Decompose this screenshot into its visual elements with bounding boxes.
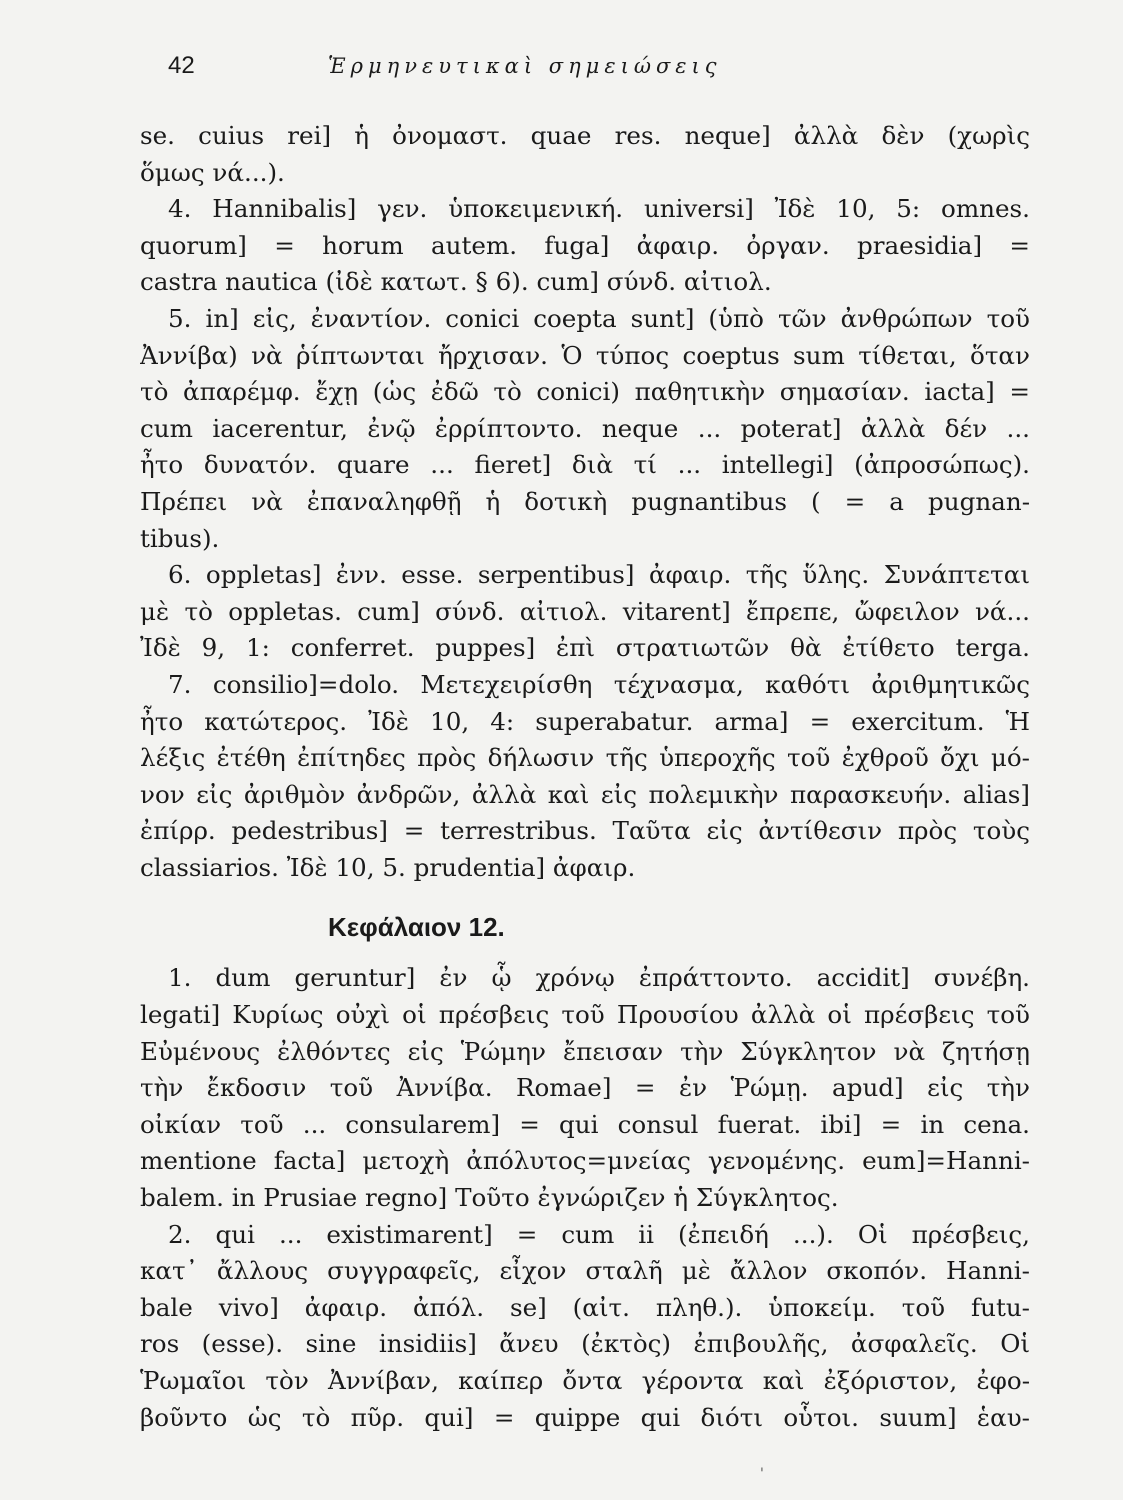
text-line: 7. consilio]=dolo. Μετεχειρίσθη τέχνασμα, καθότι ἀριθμητικῶς	[168, 669, 1030, 699]
text-line: ἦτο δυνατόν. quare ... fieret] διὰ τί ... intellegi] (ἀπροσώπως).	[140, 450, 1030, 480]
text-line: tibus).	[140, 523, 220, 553]
text-line: legati] Κυρίως οὐχὶ οἱ πρέσβεις τοῦ Προυσίου ἀλλὰ οἱ πρέσβεις τοῦ	[140, 1000, 1030, 1030]
text-line: bale vivo] ἀφαιρ. ἀπόλ. se] (αἰτ. πληθ.). ὑποκείμ. τοῦ futu-	[140, 1292, 1030, 1322]
text-line: ros (esse). sine insidiis] ἄνευ (ἐκτὸς) ἐπιβουλῆς, ἀσφαλεῖς. Οἱ	[140, 1329, 1030, 1359]
text-line: classiarios. Ἰδὲ 10, 5. prudentia] ἀφαιρ.	[140, 852, 636, 882]
running-head	[168, 52, 828, 86]
text-line: 4. Hannibalis] γεν. ὑποκειμενική. universi] Ἰδὲ 10, 5: omnes.	[168, 194, 1030, 224]
text-line: μὲ τὸ oppletas. cum] σύνδ. αἰτιολ. vitarent] ἔπρεπε, ὤφειλον νά...	[140, 596, 1030, 626]
chapter-heading: Κεφάλαιον 12.	[328, 912, 505, 943]
notes-chapter-11	[140, 118, 1030, 886]
text-line: balem. in Prusiae regno] Τοῦτο ἐγνώριζεν ἡ Σύγκλητος.	[140, 1183, 839, 1213]
text-line: τὸ ἀπαρέμφ. ἔχῃ (ὡς ἐδῶ τὸ conici) παθητικὴν σημασίαν. iacta] =	[140, 377, 1030, 407]
text-line: se. cuius rei] ἡ ὀνομαστ. quae res. neque] ἀλλὰ δὲν (χωρὶς	[140, 121, 1030, 150]
text-line: κατ᾽ ἄλλους συγγραφεῖς, εἶχον σταλῆ μὲ ἄλλον σκοπόν. Hanni-	[140, 1256, 1030, 1286]
page-body	[140, 118, 1030, 1436]
running-title: Ἑρμηνευτικαὶ σημειώσεις	[328, 54, 722, 78]
text-line: λέξις ἐτέθη ἐπίτηδες πρὸς δήλωσιν τῆς ὑπεροχῆς τοῦ ἐχθροῦ ὄχι μό-	[140, 743, 1030, 773]
text-line: τὴν ἔκδοσιν τοῦ Ἀννίβα. Romae] = ἐν Ῥώμῃ. apud] εἰς τὴν	[140, 1073, 1030, 1103]
text-line: quorum] = horum autem. fuga] ἀφαιρ. ὀργαν. praesidia] =	[140, 230, 1030, 260]
text-line: 6. oppletas] ἐνν. esse. serpentibus] ἀφαιρ. τῆς ὕλης. Συνάπτεται	[168, 560, 1030, 590]
text-line: 1. dum geruntur] ἐν ᾧ χρόνῳ ἐπράττοντο. accidit] συνέβη.	[168, 963, 1030, 993]
text-line: νον εἰς ἀριθμὸν ἀνδρῶν, ἀλλὰ καὶ εἰς πολεμικὴν παρασκευήν. alias]	[140, 779, 1030, 809]
text-line: cum iacerentur, ἐνῷ ἐρρίπτοντο. neque ... poterat] ἀλλὰ δέν ...	[140, 413, 1030, 443]
notes-chapter-12	[140, 960, 1030, 1436]
text-line: Πρέπει νὰ ἐπαναληφθῇ ἡ δοτικὴ pugnantibus ( = a pugnan-	[140, 486, 1030, 516]
text-line: ὅμως νά...).	[140, 157, 285, 187]
text-line: Ἀννίβα) νὰ ῥίπτωνται ἤρχισαν. Ὁ τύπος coeptus sum τίθεται, ὅταν	[140, 340, 1030, 370]
text-line: ἐπίρρ. pedestribus] = terrestribus. Ταῦτα εἰς ἀντίθεσιν πρὸς τοὺς	[140, 816, 1030, 846]
footer-mark: '	[760, 1466, 764, 1482]
text-line: castra nautica (ἰδὲ κατωτ. § 6). cum] σύνδ. αἰτιολ.	[140, 267, 772, 297]
page-number: 42	[168, 52, 195, 79]
text-line: βοῦντο ὡς τὸ πῦρ. qui] = quippe qui διότι οὗτοι. suum] ἑαυ-	[140, 1402, 1030, 1432]
text-line: Εὐμένους ἐλθόντες εἰς Ῥώμην ἔπεισαν τὴν Σύγκλητον νὰ ζητήσῃ	[140, 1036, 1030, 1066]
text-line: ἦτο κατώτερος. Ἰδὲ 10, 4: superabatur. arma] = exercitum. Ἡ	[140, 706, 1030, 736]
text-line: 2. qui ... existimarent] = cum ii (ἐπειδή ...). Οἱ πρέσβεις,	[168, 1219, 1030, 1249]
text-line: 5. in] εἰς, ἐναντίον. conici coepta sunt] (ὑπὸ τῶν ἀνθρώπων τοῦ	[168, 303, 1030, 333]
text-line: οἰκίαν τοῦ ... consularem] = qui consul fuerat. ibi] = in cena.	[140, 1109, 1030, 1139]
text-line: Ἰδὲ 9, 1: conferret. puppes] ἐπὶ στρατιωτῶν θὰ ἐτίθετο terga.	[140, 633, 1030, 663]
text-line: Ῥωμαῖοι τὸν Ἀννίβαν, καίπερ ὄντα γέροντα καὶ ἐξόριστον, ἐφο-	[140, 1366, 1030, 1395]
text-line: mentione facta] μετοχὴ ἀπόλυτος=μνείας γενομένης. eum]=Hanni-	[140, 1146, 1030, 1176]
